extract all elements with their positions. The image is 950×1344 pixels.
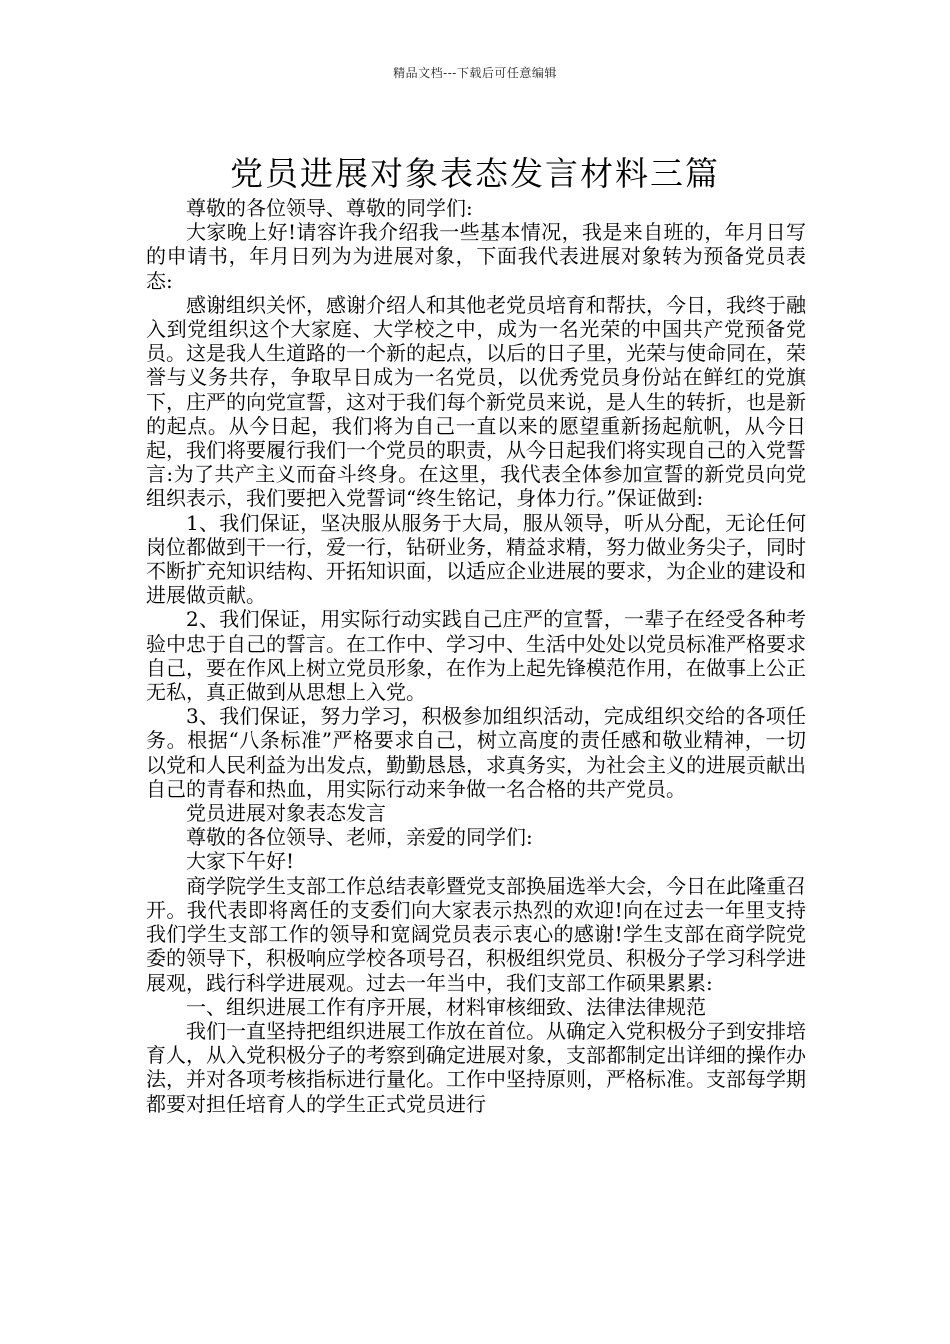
paragraph-greeting-2: 尊敬的各位领导、老师，亲爱的同学们:: [186, 825, 533, 850]
section-heading: 党员进展对象表态发言: [186, 801, 386, 826]
paragraph-pledge-1: 1、我们保证，坚决服从服务于大局，服从领导，听从分配，无论任何岗位都做到干一行，爱一行，钻研业务，精益求精，努力做业务尖子，同时不断扩充知识结构、开拓知识面，以适应企业进展的要求，为企业的建设和进展做贡献。: [146, 510, 806, 608]
paragraph-pledge-3: 3、我们保证，努力学习，积极参加组织活动，完成组织交给的各项任务。根据“八条标准”严格要求自己，树立高度的责任感和敬业精神，一切以党和人民利益为出发点，勤勤恳恳，求真务实，为社会主义的进展贡献出自己的青春和热血，用实际行动来争做一名合格的共产党员。: [146, 704, 806, 801]
document-body: [146, 196, 806, 1116]
paragraph-thanks: 感谢组织关怀，感谢介绍人和其他老党员培育和帮扶，今日，我终于融入到党组织这个大家庭、大学校之中，成为一名光荣的中国共产党预备党员。这是我人生道路的一个新的起点，以后的日子里，光荣与使命同在，荣誉与义务共存，争取早日成为一名党员，以优秀党员身份站在鲜红的党旗下，庄严的向党宣誓，这对于我们每个新党员来说，是人生的转折，也是新的起点。从今日起，我们将为自己一直以来的愿望重新扬起航帆，从今日起，我们将要履行我们一个党员的职责，从今日起我们将实现自己的入党誓言:为了共产主义而奋斗终身。在这里，我代表全体参加宣誓的新党员向党组织表示，我们要把入党誓词“终生铭记，身体力行。”保证做到:: [146, 292, 806, 511]
paragraph-work: 我们一直坚持把组织进展工作放在首位。从确定入党积极分子到安排培育人，从入党积极分子的考察到确定进展对象，支部都制定出详细的操作办法，并对各项考核指标进行量化。工作中坚持原则，严格标准。支部每学期都要对担任培育人的学生正式党员进行: [146, 1018, 806, 1116]
header-note: 精品文档---下载后可任意编辑: [393, 66, 557, 80]
subsection-heading: 一、组织进展工作有序开展，材料审核细致、法律法律规范: [186, 994, 706, 1019]
paragraph-good-afternoon: 大家下午好!: [186, 849, 295, 874]
paragraph-greeting: 尊敬的各位领导、尊敬的同学们:: [186, 196, 473, 220]
paragraph-meeting: 商学院学生支部工作总结表彰暨党支部换届选举大会，今日在此隆重召开。我代表即将离任的支委们向大家表示热烈的欢迎!向在过去一年里支持我们学生支部工作的领导和宽阔党员表示衷心的感谢!学生支部在商学院党委的领导下，积极响应学校各项号召，积极组织党员、积极分子学习科学进展观，践行科学进展观。过去一年当中，我们支部工作硕果累累:: [146, 873, 806, 995]
paragraph-pledge-2: 2、我们保证，用实际行动实践自己庄严的宣誓，一辈子在经受各种考验中忠于自己的誓言。在工作中、学习中、生活中处处以党员标准严格要求自己，要在作风上树立党员形象，在作为上起先锋模范作用，在做事上公正无私，真正做到从思想上入党。: [146, 607, 806, 705]
paragraph-intro: 大家晚上好!请容许我介绍我一些基本情况，我是来自班的，年月日写的申请书，年月日列为为进展对象，下面我代表进展对象转为预备党员表态:: [146, 220, 806, 293]
document-title: 党员进展对象表态发言材料三篇: [230, 154, 720, 194]
